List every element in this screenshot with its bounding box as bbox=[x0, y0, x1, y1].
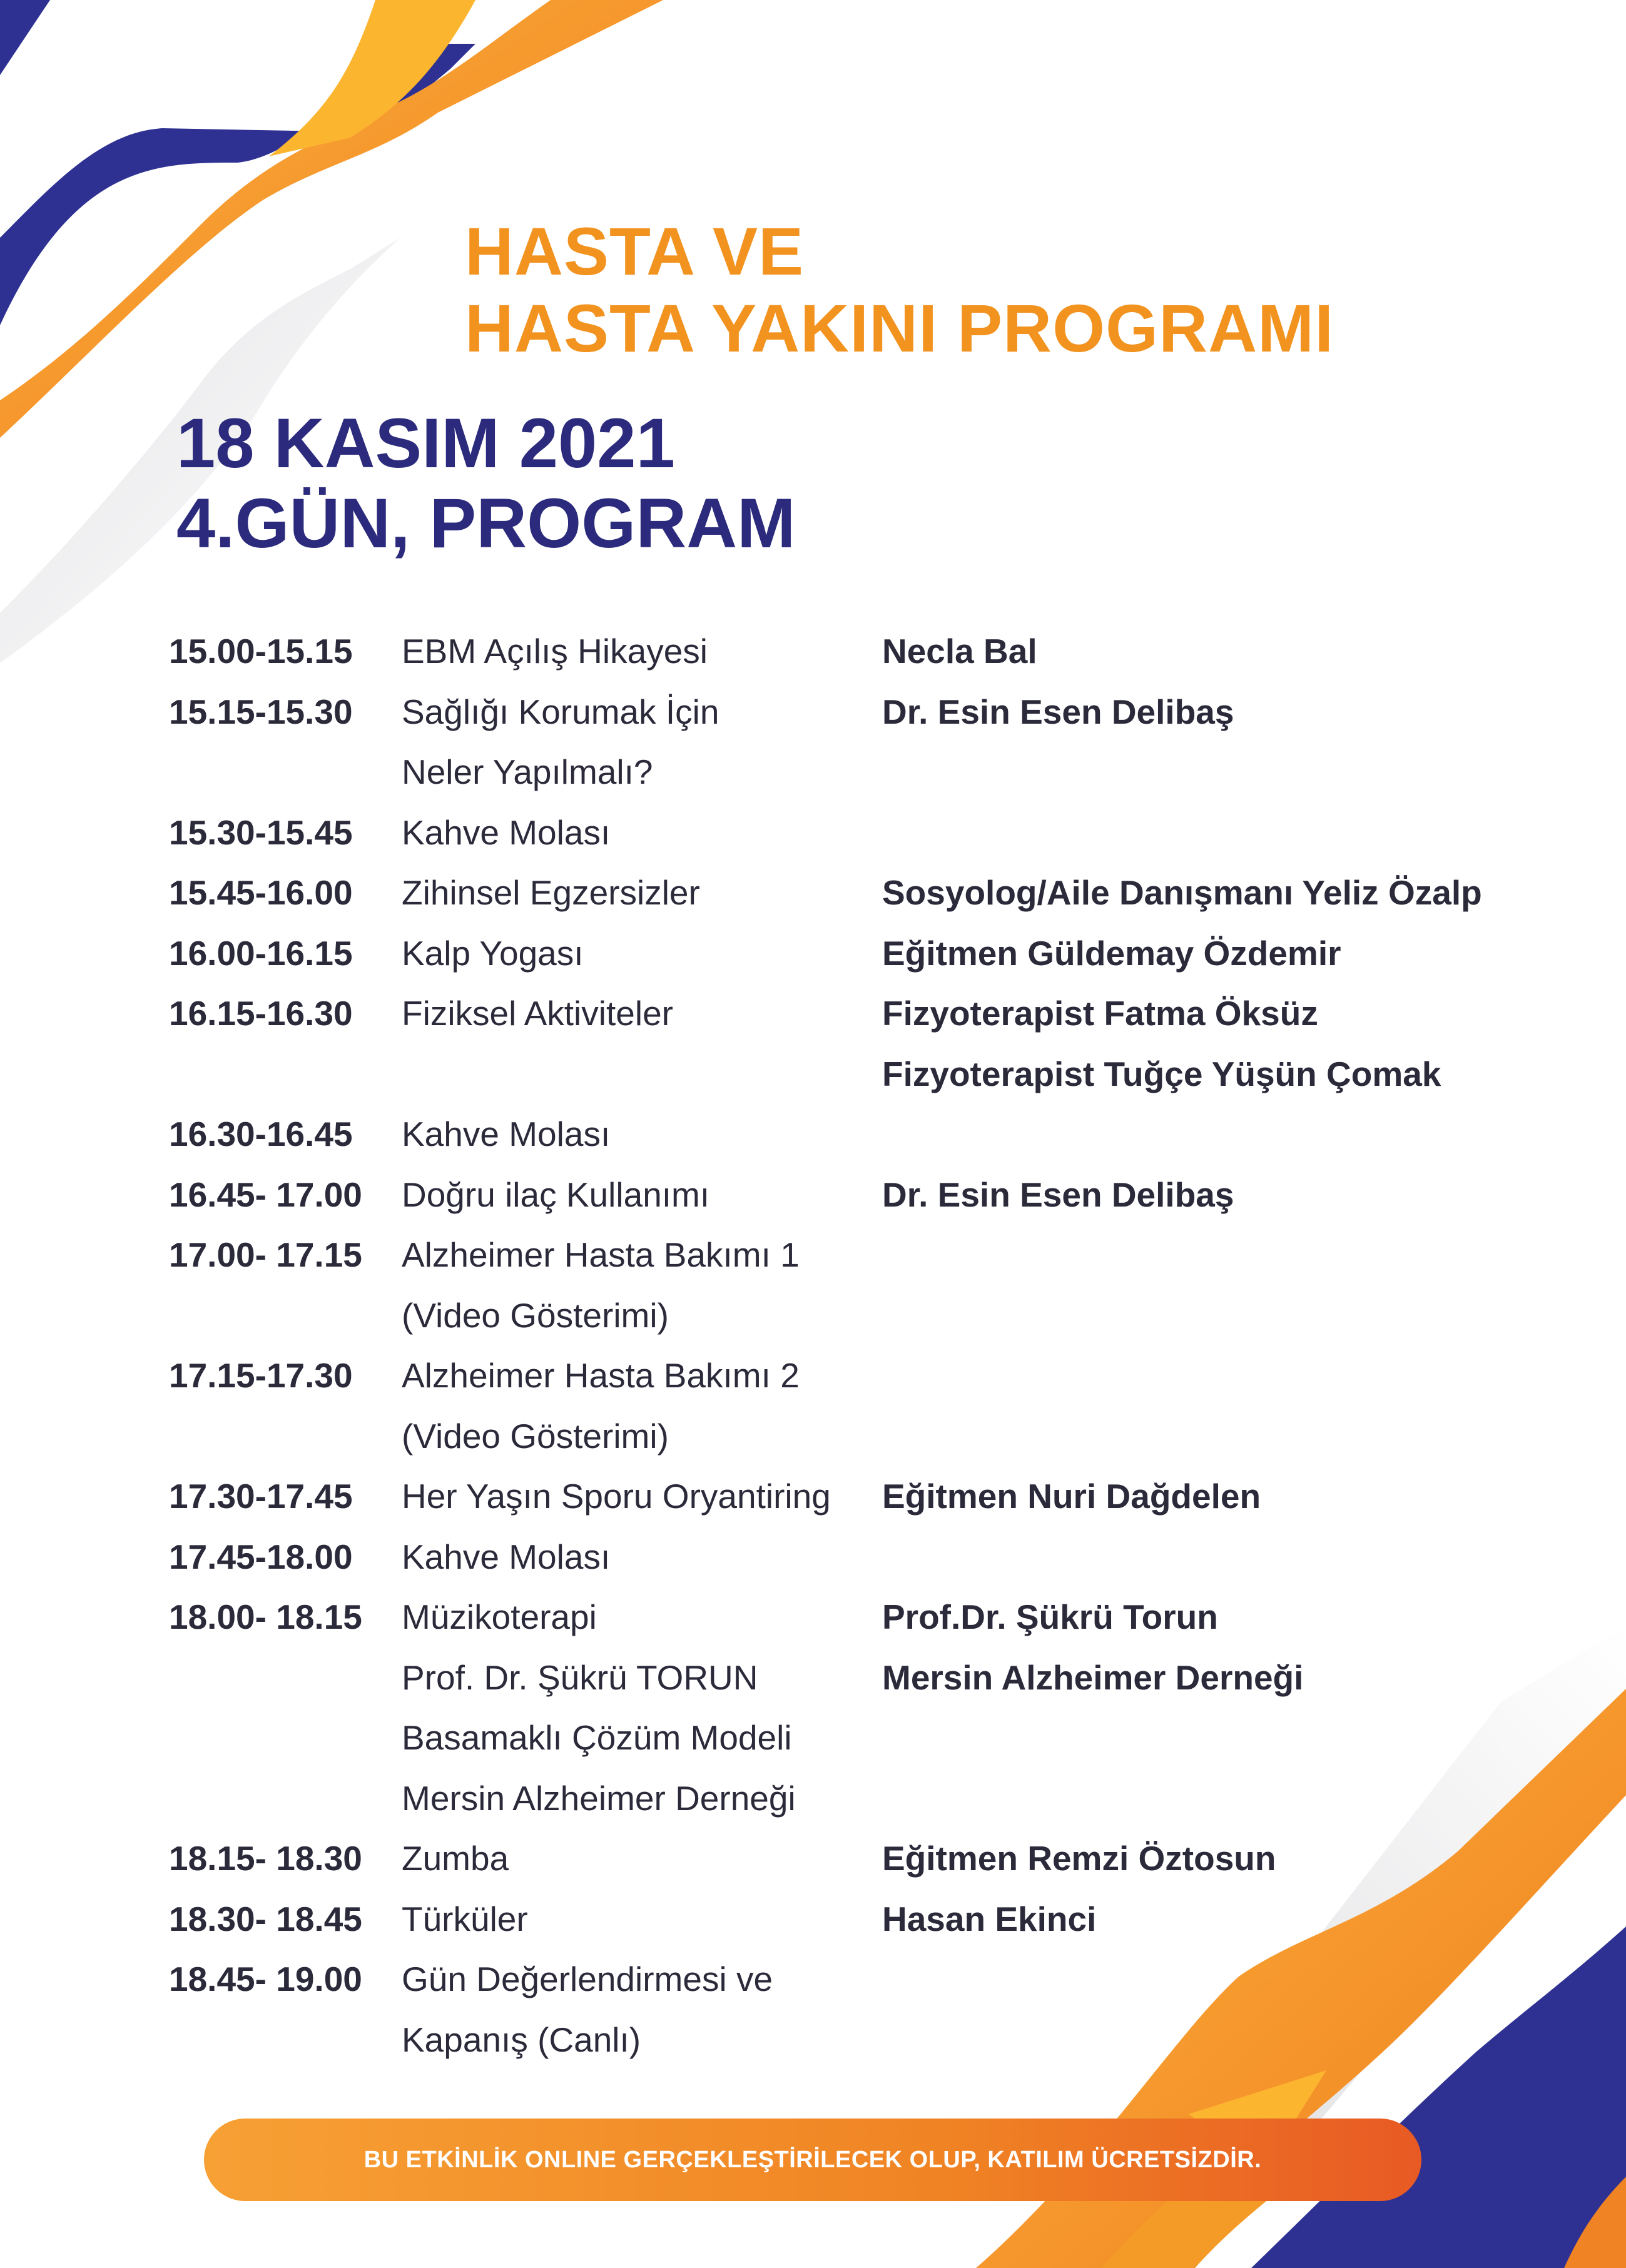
session-title-line: Zumba bbox=[402, 1839, 509, 1878]
session-title bbox=[402, 1889, 882, 1950]
speaker-name: Eğitmen Güldemay Özdemir bbox=[882, 933, 1341, 973]
footer-notice-banner bbox=[204, 2119, 1421, 2201]
speaker-name: Sosyolog/Aile Danışmanı Yeliz Özalp bbox=[882, 873, 1482, 912]
session-title-line: Her Yaşın Sporu Oryantiring bbox=[402, 1477, 831, 1516]
schedule-row bbox=[169, 983, 1545, 1104]
session-title-line: Kapanış (Canlı) bbox=[402, 2020, 641, 2059]
title-line-1: HASTA VE bbox=[465, 213, 805, 289]
session-title-line: Doğru ilaç Kullanımı bbox=[402, 1175, 710, 1214]
session-speakers bbox=[882, 1587, 1303, 1708]
session-title bbox=[402, 802, 882, 863]
session-title-line: Kahve Molası bbox=[402, 1537, 611, 1576]
schedule-row bbox=[169, 1527, 1545, 1587]
session-time: 17.30-17.45 bbox=[169, 1477, 353, 1516]
session-title bbox=[402, 1104, 882, 1165]
session-time: 16.15-16.30 bbox=[169, 994, 353, 1033]
schedule-row bbox=[169, 1587, 1545, 1828]
schedule-row bbox=[169, 1949, 1545, 2070]
speaker-name: Prof.Dr. Şükrü Torun bbox=[882, 1597, 1218, 1636]
session-title-line: Gün Değerlendirmesi ve bbox=[402, 1960, 773, 1998]
session-speakers bbox=[882, 1165, 1234, 1225]
session-title-line: Alzheimer Hasta Bakımı 1 bbox=[402, 1235, 800, 1274]
session-title-line: Mersin Alzheimer Derneği bbox=[402, 1778, 796, 1818]
schedule-row bbox=[169, 621, 1545, 682]
schedule-row bbox=[169, 1225, 1545, 1345]
speaker-name: Mersin Alzheimer Derneği bbox=[882, 1658, 1304, 1697]
session-title bbox=[402, 621, 882, 682]
session-speakers bbox=[882, 1466, 1261, 1527]
speaker-name: Eğitmen Remzi Öztosun bbox=[882, 1839, 1276, 1878]
session-time: 16.30-16.45 bbox=[169, 1115, 353, 1153]
speaker-name: Fizyoterapist Fatma Öksüz bbox=[882, 994, 1318, 1033]
session-title bbox=[402, 983, 882, 1044]
speaker-name: Dr. Esin Esen Delibaş bbox=[882, 692, 1234, 731]
session-speakers bbox=[882, 923, 1341, 984]
session-speakers bbox=[882, 621, 1037, 682]
footer-notice-text: BU ETKİNLİK ONLINE GERÇEKLEŞTİRİLECEK OLUP, KATILIM ÜCRETSİZDİR. bbox=[363, 2146, 1262, 2173]
session-title-line: Kahve Molası bbox=[402, 1115, 611, 1153]
session-title bbox=[402, 1527, 882, 1587]
session-title bbox=[402, 1466, 882, 1527]
session-title-line: EBM Açılış Hikayesi bbox=[402, 632, 708, 671]
session-title-line: Prof. Dr. Şükrü TORUN bbox=[402, 1658, 758, 1697]
session-title bbox=[402, 1949, 882, 2070]
session-title-line: Türküler bbox=[402, 1899, 528, 1938]
schedule-row bbox=[169, 1466, 1545, 1527]
session-time: 18.00- 18.15 bbox=[169, 1597, 362, 1636]
session-time: 17.00- 17.15 bbox=[169, 1235, 362, 1274]
session-title-line: Alzheimer Hasta Bakımı 2 bbox=[402, 1356, 800, 1395]
session-title bbox=[402, 1165, 882, 1225]
schedule-row bbox=[169, 1345, 1545, 1466]
session-time: 17.45-18.00 bbox=[169, 1537, 353, 1576]
schedule-row bbox=[169, 1828, 1545, 1889]
session-title bbox=[402, 1587, 882, 1828]
session-speakers bbox=[882, 863, 1482, 923]
title-line-2: HASTA YAKINI PROGRAMI bbox=[465, 290, 1334, 366]
session-title bbox=[402, 1225, 882, 1345]
schedule-row bbox=[169, 682, 1545, 802]
session-time: 18.15- 18.30 bbox=[169, 1839, 362, 1878]
session-title-line: Sağlığı Korumak İçin bbox=[402, 692, 719, 731]
schedule-row bbox=[169, 1165, 1545, 1225]
session-title-line: Kahve Molası bbox=[402, 813, 611, 852]
page-title bbox=[465, 213, 1334, 367]
session-speakers bbox=[882, 1889, 1096, 1950]
session-title bbox=[402, 1828, 882, 1889]
session-title-line: Zihinsel Egzersizler bbox=[402, 873, 700, 912]
session-title-line: Neler Yapılmalı? bbox=[402, 752, 653, 791]
date-line: 18 KASIM 2021 bbox=[176, 404, 675, 482]
session-title-line: (Video Gösterimi) bbox=[402, 1295, 669, 1335]
session-speakers bbox=[882, 1828, 1276, 1889]
day-line: 4.GÜN, PROGRAM bbox=[176, 484, 796, 562]
schedule-table bbox=[169, 621, 1545, 2070]
schedule-row bbox=[169, 1889, 1545, 1950]
speaker-name: Hasan Ekinci bbox=[882, 1899, 1097, 1938]
schedule-row bbox=[169, 802, 1545, 863]
program-heading bbox=[176, 403, 795, 564]
session-time: 18.30- 18.45 bbox=[169, 1899, 362, 1938]
session-title bbox=[402, 923, 882, 984]
session-time: 15.30-15.45 bbox=[169, 813, 353, 852]
session-speakers bbox=[882, 983, 1441, 1104]
session-title-line: Kalp Yogası bbox=[402, 933, 584, 973]
session-title-line: Basamaklı Çözüm Modeli bbox=[402, 1718, 792, 1757]
session-title-line: Müzikoterapi bbox=[402, 1597, 597, 1636]
session-speakers bbox=[882, 682, 1234, 742]
session-time: 15.15-15.30 bbox=[169, 692, 353, 731]
swoosh-navy-top-left-back bbox=[0, 0, 50, 75]
session-time: 16.00-16.15 bbox=[169, 933, 353, 973]
session-time: 15.45-16.00 bbox=[169, 873, 353, 912]
session-title bbox=[402, 863, 882, 923]
session-time: 16.45- 17.00 bbox=[169, 1175, 362, 1214]
session-time: 15.00-15.15 bbox=[169, 632, 353, 671]
speaker-name: Dr. Esin Esen Delibaş bbox=[882, 1175, 1234, 1214]
speaker-name: Necla Bal bbox=[882, 632, 1037, 671]
session-time: 17.15-17.30 bbox=[169, 1356, 353, 1395]
session-time: 18.45- 19.00 bbox=[169, 1960, 362, 1998]
speaker-name: Eğitmen Nuri Dağdelen bbox=[882, 1477, 1261, 1516]
schedule-row bbox=[169, 863, 1545, 923]
session-title bbox=[402, 1345, 882, 1466]
speaker-name: Fizyoterapist Tuğçe Yüşün Çomak bbox=[882, 1054, 1441, 1093]
session-title bbox=[402, 682, 882, 802]
schedule-row bbox=[169, 1104, 1545, 1165]
session-title-line: Fiziksel Aktiviteler bbox=[402, 994, 673, 1033]
schedule-row bbox=[169, 923, 1545, 984]
session-title-line: (Video Gösterimi) bbox=[402, 1416, 669, 1455]
